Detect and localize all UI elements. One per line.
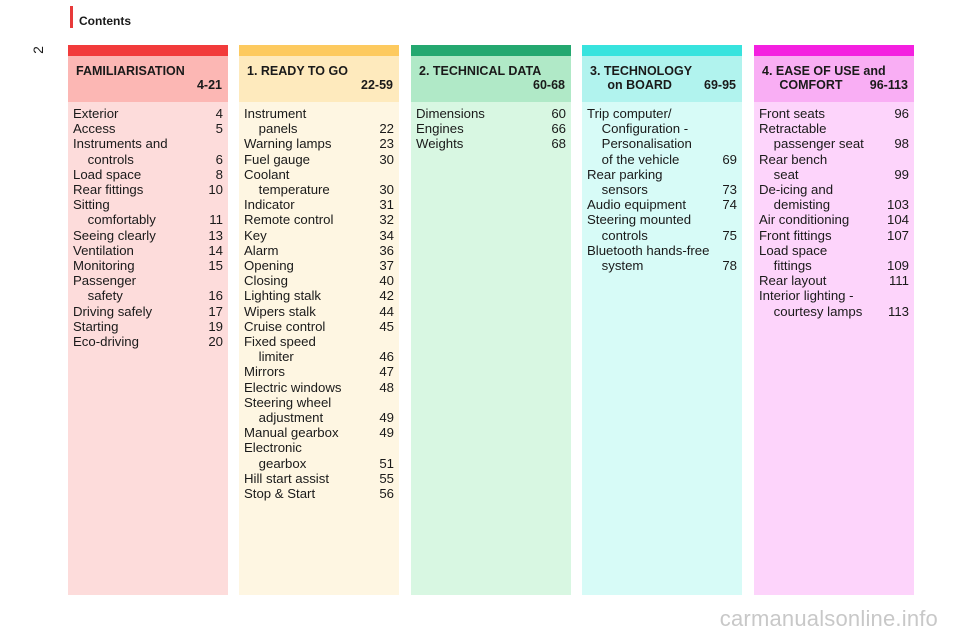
toc-entry[interactable] [68,197,228,227]
toc-entry-label: Dimensions [416,106,485,121]
toc-entry[interactable] [411,106,571,121]
toc-entry-page: 45 [379,318,394,334]
toc-entry-page: 11 [209,212,223,228]
contents-column [754,45,914,595]
toc-entry-label: Key [244,227,267,243]
toc-entry[interactable] [754,182,914,212]
toc-entry-label: Instruments and controls [73,136,168,167]
toc-entry-label: Exterior [73,106,119,121]
chapter-page-range: 60-68 [533,78,565,92]
toc-entry[interactable] [754,106,914,121]
toc-entry[interactable] [582,197,742,212]
toc-entry-label: Load space fittings [759,242,828,274]
toc-entry-label: Weights [416,136,464,152]
toc-entry-page: 6 [215,151,223,167]
toc-entry[interactable] [239,440,399,470]
toc-entry-label: Trip computer/ Configuration - Personalisation of the vehicle [587,106,692,167]
toc-entry-page: 78 [722,258,737,274]
toc-entry-label: Rear bench seat [759,151,828,182]
toc-entry-label: Air conditioning [759,212,850,228]
column-color-bar [754,45,914,56]
toc-entry[interactable] [68,106,228,121]
toc-entry-label: Monitoring [73,258,135,274]
toc-entry-page: 37 [379,258,394,274]
toc-entry[interactable] [239,288,399,303]
toc-entry-page: 66 [551,121,566,137]
toc-entry[interactable] [68,167,228,182]
toc-entry-page: 69 [722,151,737,167]
contents-column [68,45,228,595]
toc-entry-page: 55 [379,470,394,486]
toc-entry[interactable] [239,380,399,395]
toc-entry[interactable] [68,182,228,197]
toc-entry-label: Steering wheel adjustment [244,394,332,426]
chapter-page-range: 69-95 [704,78,736,92]
toc-entry[interactable] [68,258,228,273]
toc-entry-page: 36 [379,242,394,258]
toc-entry[interactable] [239,364,399,379]
toc-entry[interactable] [68,136,228,166]
chapter-title: 2. TECHNICAL DATA [419,64,542,78]
chapter-page-range: 96-113 [869,78,908,92]
column-entries [239,102,399,595]
toc-entry[interactable] [239,197,399,212]
toc-entry[interactable] [239,212,399,227]
toc-entry-label: Cruise control [244,318,326,334]
toc-entry-label: Bluetooth hands-free system [587,242,710,274]
toc-entry-page: 15 [208,258,223,274]
column-header[interactable] [754,56,914,102]
toc-entry-page: 40 [379,273,394,289]
toc-entry-page: 30 [379,151,394,167]
toc-entry[interactable] [411,136,571,151]
column-header[interactable] [582,56,742,102]
chapter-title: 3. TECHNOLOGY on BOARD [590,64,693,92]
toc-entry-label: Eco-driving [73,334,139,350]
toc-entry-label: Retractable passenger seat [759,121,864,152]
column-header[interactable] [411,56,571,102]
chapter-title: FAMILIARISATION [76,64,185,78]
toc-entry[interactable] [239,273,399,288]
toc-entry[interactable] [754,273,914,288]
toc-entry[interactable] [582,106,742,167]
section-title: Contents [79,14,131,28]
toc-entry-page: 47 [379,364,394,380]
toc-entry-label: Sitting comfortably [73,197,156,228]
contents-column [239,45,399,595]
contents-column [582,45,742,595]
toc-entry-label: Wipers stalk [244,303,316,319]
toc-entry-page: 20 [208,334,223,350]
toc-entry[interactable] [239,243,399,258]
toc-entry-label: Electric windows [244,379,342,395]
toc-entry[interactable] [239,425,399,440]
toc-entry-page: 14 [208,242,223,258]
toc-entry-page: 32 [379,212,394,228]
contents-column [411,45,571,595]
toc-entry[interactable] [754,121,914,151]
toc-entry[interactable] [239,471,399,486]
toc-entry-page: 109 [886,258,909,274]
toc-entry-page: 13 [208,227,223,243]
contents-columns [68,45,916,595]
toc-entry-page: 98 [894,136,909,152]
toc-entry-page: 49 [379,425,394,441]
toc-entry[interactable] [582,167,742,197]
toc-entry-label: Indicator [244,197,295,213]
toc-entry[interactable] [68,304,228,319]
column-entries [411,102,571,595]
toc-entry-label: Interior lighting - courtesy lamps [759,288,863,319]
toc-entry-label: Passenger safety [73,273,137,304]
toc-entry[interactable] [239,228,399,243]
column-color-bar [239,45,399,56]
toc-entry-label: Rear parking sensors [587,166,663,198]
column-color-bar [411,45,571,56]
column-header[interactable] [239,56,399,102]
toc-entry-page: 31 [379,197,394,213]
toc-entry-page: 96 [894,106,909,121]
chapter-title: 4. EASE OF USE and COMFORT [762,64,886,92]
toc-entry[interactable] [754,288,914,318]
toc-entry[interactable] [239,152,399,167]
toc-entry-label: Warning lamps [244,136,332,152]
chapter-page-range: 22-59 [361,78,393,92]
chapter-title: 1. READY TO GO [247,64,348,78]
toc-entry-page: 48 [379,379,394,395]
toc-entry-page: 73 [722,182,737,198]
toc-entry-page: 75 [722,227,737,243]
toc-entry[interactable] [239,258,399,273]
toc-entry[interactable] [239,334,399,364]
toc-entry-label: Access [73,121,116,137]
toc-entry[interactable] [68,319,228,334]
column-color-bar [582,45,742,56]
toc-entry-page: 113 [887,303,909,319]
toc-entry[interactable] [239,106,399,136]
page-number: 2 [29,46,46,54]
toc-entry-page: 104 [886,212,909,228]
toc-entry-label: Coolant temperature [244,166,330,198]
toc-entry-label: Instrument panels [244,106,307,137]
toc-entry[interactable] [754,228,914,243]
toc-entry[interactable] [68,228,228,243]
toc-entry-page: 107 [886,227,909,243]
toc-entry-page: 111 [888,273,909,289]
toc-entry-label: Front seats [759,106,825,121]
toc-entry-label: Load space [73,166,142,182]
header-accent-bar [70,6,73,28]
toc-entry-label: Remote control [244,212,334,228]
toc-entry[interactable] [239,486,399,501]
toc-entry[interactable] [239,304,399,319]
toc-entry-label: Fuel gauge [244,151,310,167]
toc-entry-page: 103 [886,197,909,213]
toc-entry[interactable] [754,212,914,227]
chapter-page-range: 4-21 [196,78,222,92]
toc-entry[interactable] [68,121,228,136]
toc-entry[interactable] [582,212,742,242]
toc-entry[interactable] [754,243,914,273]
toc-entry-label: Steering mounted controls [587,212,692,243]
column-entries [754,102,914,595]
toc-entry-label: Driving safely [73,303,153,319]
toc-entry-label: De-icing and demisting [759,182,834,213]
toc-entry-label: Fixed speed limiter [244,334,316,365]
toc-entry-page: 56 [379,486,394,502]
toc-entry-page: 68 [551,136,566,152]
toc-entry-label: Rear layout [759,273,827,289]
toc-entry-page: 46 [379,349,394,365]
toc-entry-label: Manual gearbox [244,425,339,441]
toc-entry[interactable] [68,334,228,349]
toc-entry-label: Front fittings [759,227,832,243]
toc-entry[interactable] [68,273,228,303]
toc-entry-page: 19 [208,318,223,334]
toc-entry-page: 99 [894,166,909,182]
toc-entry-page: 49 [379,410,394,426]
toc-entry[interactable] [582,243,742,273]
toc-entry-label: Opening [244,258,294,274]
toc-entry-label: Starting [73,318,119,334]
toc-entry-page: 5 [215,121,223,137]
watermark: carmanualsonline.info [719,606,938,631]
toc-entry-label: Closing [244,273,288,289]
toc-entry-page: 60 [551,106,566,121]
toc-entry-page: 4 [215,106,223,121]
toc-entry-label: Engines [416,121,464,137]
toc-entry-page: 17 [208,303,223,319]
column-header[interactable] [68,56,228,102]
toc-entry-label: Lighting stalk [244,288,321,304]
toc-entry[interactable] [411,121,571,136]
toc-entry-page: 51 [379,455,394,471]
toc-entry[interactable] [239,167,399,197]
toc-entry[interactable] [239,395,399,425]
toc-entry-label: Ventilation [73,242,134,258]
toc-entry-page: 16 [208,288,223,304]
toc-entry-label: Seeing clearly [73,227,156,243]
toc-entry-page: 42 [379,288,394,304]
column-color-bar [68,45,228,56]
toc-entry[interactable] [68,243,228,258]
toc-entry-page: 23 [379,136,394,152]
toc-entry-label: Alarm [244,242,279,258]
toc-entry-label: Stop & Start [244,486,316,502]
toc-entry[interactable] [239,136,399,151]
toc-entry-label: Audio equipment [587,197,686,213]
toc-entry-page: 22 [379,121,394,137]
column-entries [68,102,228,595]
toc-entry-page: 30 [379,182,394,198]
column-entries [582,102,742,595]
toc-entry-label: Mirrors [244,364,286,380]
toc-entry-page: 74 [722,197,737,213]
toc-entry[interactable] [754,152,914,182]
toc-entry-page: 10 [208,182,223,198]
toc-entry-label: Electronic gearbox [244,440,307,471]
toc-entry-page: 44 [379,303,394,319]
toc-entry-page: 34 [379,227,394,243]
toc-entry-page: 8 [215,166,223,182]
toc-entry-label: Rear fittings [73,182,144,198]
toc-entry-label: Hill start assist [244,470,329,486]
toc-entry[interactable] [239,319,399,334]
